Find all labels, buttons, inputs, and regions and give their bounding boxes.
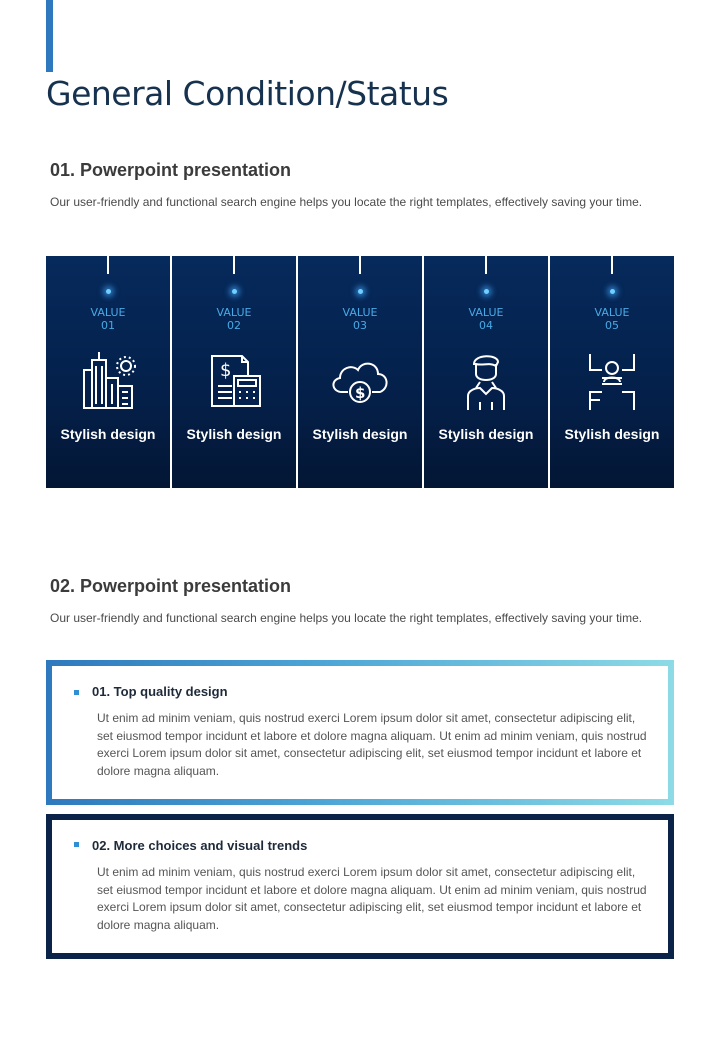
bullet-square-icon: [74, 842, 79, 847]
card-tick: [611, 256, 613, 274]
svg-text:$: $: [220, 360, 232, 381]
meeting-icon: [580, 348, 644, 412]
card-glow-dot: [358, 289, 363, 294]
value-card: [550, 256, 674, 488]
card-tick: [233, 256, 235, 274]
card-value-label: VALUE: [594, 306, 630, 319]
title-accent-bar: [46, 0, 53, 72]
card-value: [550, 306, 674, 332]
card-value-number: 02: [227, 319, 241, 332]
card-value: [172, 306, 296, 332]
value-card: [46, 256, 170, 488]
section-1-heading: 01. Powerpoint presentation: [50, 160, 292, 180]
card-glow-dot: [106, 289, 111, 294]
value-cards: [46, 256, 674, 488]
card-tick: [359, 256, 361, 274]
card-value-number: 03: [353, 319, 367, 332]
card-label: Stylish design: [312, 426, 408, 442]
svg-text:$: $: [355, 384, 366, 402]
card-value-label: VALUE: [468, 306, 504, 319]
card-label: Stylish design: [564, 426, 660, 442]
card-value-number: 04: [479, 319, 493, 332]
value-card: [172, 256, 296, 488]
card-value-number: 01: [101, 319, 115, 332]
card-glow-dot: [484, 289, 489, 294]
card-glow-dot: [610, 289, 615, 294]
card-tick: [485, 256, 487, 274]
card-value-label: VALUE: [216, 306, 252, 319]
buildings-icon: [76, 348, 140, 412]
feature-box-content: [52, 666, 668, 799]
card-label: Stylish design: [438, 426, 534, 442]
cloud-dollar-icon: [328, 348, 392, 412]
person-icon: [454, 348, 518, 412]
feature-box-text: Ut enim ad minim veniam, quis nostrud exerci Lorem ipsum dolor sit amet, consectetur adipiscing elit, set eiusmod tempor incidunt et labore et dolore magna aliquam. Ut enim ad minim veniam, quis nostrud exerci Lorem ipsum dolor sit amet, consectetur adipiscing elit, set eiusmod tempor incidunt et labore et dolore magna aliquam.: [97, 711, 647, 778]
card-value-label: VALUE: [342, 306, 378, 319]
card-tick: [107, 256, 109, 274]
section-1-description: Our user-friendly and functional search engine helps you locate the right templates, effectively saving your time.: [50, 195, 643, 209]
card-value: [298, 306, 422, 332]
card-glow-dot: [232, 289, 237, 294]
page-title: General Condition/Status: [46, 74, 449, 113]
card-label: Stylish design: [186, 426, 282, 442]
card-label: Stylish design: [60, 426, 156, 442]
feature-box-title: 02. More choices and visual trends: [92, 838, 308, 853]
feature-box: [46, 660, 674, 805]
section-2-heading: 02. Powerpoint presentation: [50, 576, 292, 596]
card-value-number: 05: [605, 319, 619, 332]
card-value: [424, 306, 548, 332]
feature-box: [46, 814, 674, 959]
value-card: [298, 256, 422, 488]
feature-box-text: Ut enim ad minim veniam, quis nostrud exerci Lorem ipsum dolor sit amet, consectetur adipiscing elit, set eiusmod tempor incidunt et labore et dolore magna aliquam. Ut enim ad minim veniam, quis nostrud exerci Lorem ipsum dolor sit amet, consectetur adipiscing elit, set eiusmod tempor incidunt et labore et dolore magna aliquam.: [97, 865, 647, 932]
section-2-description: Our user-friendly and functional search engine helps you locate the right templates, effectively saving your time.: [50, 611, 643, 625]
feature-box-title: 01. Top quality design: [92, 684, 228, 699]
card-value: [46, 306, 170, 332]
card-value-label: VALUE: [90, 306, 126, 319]
invoice-calculator-icon: [202, 348, 266, 412]
value-card: [424, 256, 548, 488]
bullet-square-icon: [74, 690, 79, 695]
feature-box-content: [52, 820, 668, 953]
